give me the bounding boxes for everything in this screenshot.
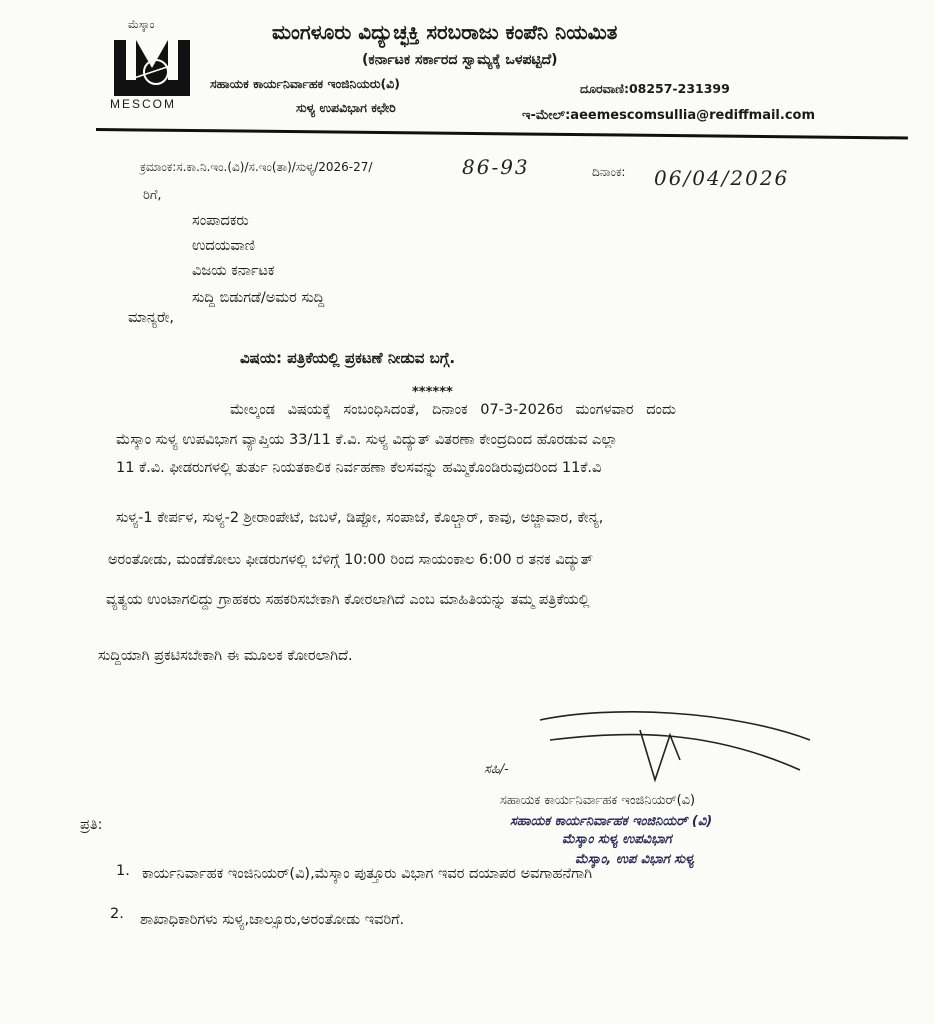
recipient-3: ವಿಜಯ ಕರ್ನಾಟಕ	[192, 263, 275, 279]
copy-2-text: ಶಾಖಾಧಿಕಾರಿಗಳು ಸುಳ್ಯ,ಜಾಲ್ಸೂರು,ಅರಂತೋಡು ಇವರಿಗೆ.	[140, 912, 405, 928]
body-line-4: ಸುಳ್ಯ-1 ಕೇರ್ಪಳ, ಸುಳ್ಯ-2 ಶ್ರೀರಾಂಪೇಟೆ, ಜಬಳೆ, ಡಿಪ್ಪೋ, ಸಂಪಾಜೆ, ಕೊಲ್ಚಾರ್, ಕಾವು, ಅಜ್ಜಾವಾರ, ಕೇನ್ಯ,	[116, 510, 604, 526]
signature-scribble	[530, 700, 820, 790]
stamp-line-3: ಮೆಸ್ಕಾಂ, ಉಪ ವಿಭಾಗ ಸುಳ್ಯ	[575, 852, 695, 867]
email: ಇ-ಮೇಲ್:aeemescomsullia@rediffmail.com	[522, 108, 816, 123]
logo-text-top: ಮೆಸ್ಕಾಂ	[128, 18, 155, 31]
signature-initial: ಸಹಿ/-	[484, 762, 509, 777]
body-line-7: ಸುದ್ದಿಯಾಗಿ ಪ್ರಕಟಿಸಬೇಕಾಗಿ ಈ ಮೂಲಕ ಕೋರಲಾಗಿದೆ.	[98, 648, 353, 664]
body-line-5: ಅರಂತೋಡು, ಮಂಡೆಕೋಲು ಫೀಡರುಗಳಲ್ಲಿ ಬೆಳಿಗ್ಗೆ 10:00 ರಿಂದ ಸಾಯಂಕಾಲ 6:00 ರ ತನಕ ವಿದ್ಯುತ್	[108, 552, 594, 568]
recipient-4: ಸುದ್ದಿ ಬಿಡುಗಡೆ/ಅಮರ ಸುದ್ದಿ	[192, 290, 325, 306]
office-line-1: ಸಹಾಯಕ ಕಾರ್ಯನಿರ್ವಾಹಕ ಇಂಜಿನಿಯರು(ವಿ)	[210, 76, 400, 91]
header-rule	[96, 128, 908, 140]
date-handwritten: 06/04/2026	[654, 166, 790, 190]
recipient-1: ಸಂಪಾದಕರು	[192, 213, 249, 229]
copy-1-text: ಕಾರ್ಯನಿರ್ವಾಹಕ ಇಂಜಿನಿಯರ್(ವಿ),ಮೆಸ್ಕಾಂ ಪುತ್ತೂರು ವಿಭಾಗ ಇವರ ದಯಾಪರ ಅವಗಾಹನೆಗಾಗಿ	[142, 866, 592, 882]
reference-number-handwritten: 86-93	[462, 155, 530, 179]
to-label: ರಿಗೆ,	[143, 188, 162, 203]
body-line-3: 11 ಕೆ.ವಿ. ಫೀಡರುಗಳಲ್ಲಿ ತುರ್ತು ನಿಯತಕಾಲಿಕ ನಿರ್ವಹಣಾ ಕೆಲಸವನ್ನು ಹಮ್ಮಿಕೊಂಡಿರುವುದರಿಂದ 11ಕೆ.ವಿ	[116, 460, 602, 476]
stamp-line-2: ಮೆಸ್ಕಾಂ ಸುಳ್ಯ ಉಪವಿಭಾಗ	[562, 832, 672, 847]
body-line-1: ಮೇಲ್ಕಂಡ ವಿಷಯಕ್ಕೆ ಸಂಬಂಧಿಸಿದಂತೆ, ದಿನಾಂಕ 07-3-2026ರ ಮಂಗಳವಾರ ದಂದು	[230, 402, 676, 418]
copy-1-number: 1.	[116, 863, 130, 879]
stamp-line-1: ಸಹಾಯಕ ಕಾರ್ಯನಿರ್ವಾಹಕ ಇಂಜಿನಿಯರ್ (ವಿ)	[510, 814, 713, 829]
company-subtitle: (ಕರ್ನಾಟಕ ಸರ್ಕಾರದ ಸ್ವಾಮ್ಯಕ್ಕೆ ಒಳಪಟ್ಟಿದೆ)	[362, 52, 558, 68]
reference-number: ಕ್ರಮಾಂಕ:ಸ.ಕಾ.ನಿ.ಇಂ.(ವಿ)/ಸ.ಇಂ(ತಾ)/ಸುಳ್ಯ/2026-27/	[140, 160, 373, 174]
separator: ******	[412, 385, 453, 400]
date-label: ದಿನಾಂಕ:	[592, 165, 626, 179]
office-line-2: ಸುಳ್ಯ ಉಪವಿಭಾಗ ಕಛೇರಿ	[296, 100, 396, 115]
company-name: ಮಂಗಳೂರು ವಿದ್ಯುಚ್ಛಕ್ತಿ ಸರಬರಾಜು ಕಂಪೆನಿ ನಿಯಮಿತ	[272, 20, 618, 44]
subject: ವಿಷಯ: ಪತ್ರಿಕೆಯಲ್ಲಿ ಪ್ರಕಟಣೆ ನೀಡುವ ಬಗ್ಗೆ.	[240, 349, 456, 367]
salutation: ಮಾನ್ಯರೇ,	[128, 310, 175, 326]
body-line-6: ವ್ಯತ್ಯಯ ಉಂಟಾಗಲಿದ್ದು ಗ್ರಾಹಕರು ಸಹಕರಿಸಬೇಕಾಗಿ ಕೋರಲಾಗಿದೆ ಎಂಬ ಮಾಹಿತಿಯನ್ನು ತಮ್ಮ ಪತ್ರಿಕೆಯಲ್ಲಿ	[106, 592, 590, 608]
body-line-2: ಮೆಸ್ಕಾಂ ಸುಳ್ಯ ಉಪವಿಭಾಗ ವ್ಯಾಪ್ತಿಯ 33/11 ಕೆ.ವಿ. ಸುಳ್ಯ ವಿದ್ಯುತ್ ವಿತರಣಾ ಕೇಂದ್ರದಿಂದ ಹೊರಡುವ ಎಲ್ಲಾ	[116, 432, 618, 448]
phone: ದೂರವಾಣಿ:08257-231399	[580, 81, 730, 96]
signature-designation: ಸಹಾಯಕ ಕಾರ್ಯನಿರ್ವಾಹಕ ಇಂಜಿನಿಯರ್(ವಿ)	[500, 793, 696, 808]
recipient-2: ಉದಯವಾಣಿ	[192, 238, 256, 254]
copy-label: ಪ್ರತಿ:	[80, 817, 103, 833]
copy-2-number: 2.	[110, 906, 124, 922]
logo-text-bottom: MESCOM	[110, 97, 176, 111]
